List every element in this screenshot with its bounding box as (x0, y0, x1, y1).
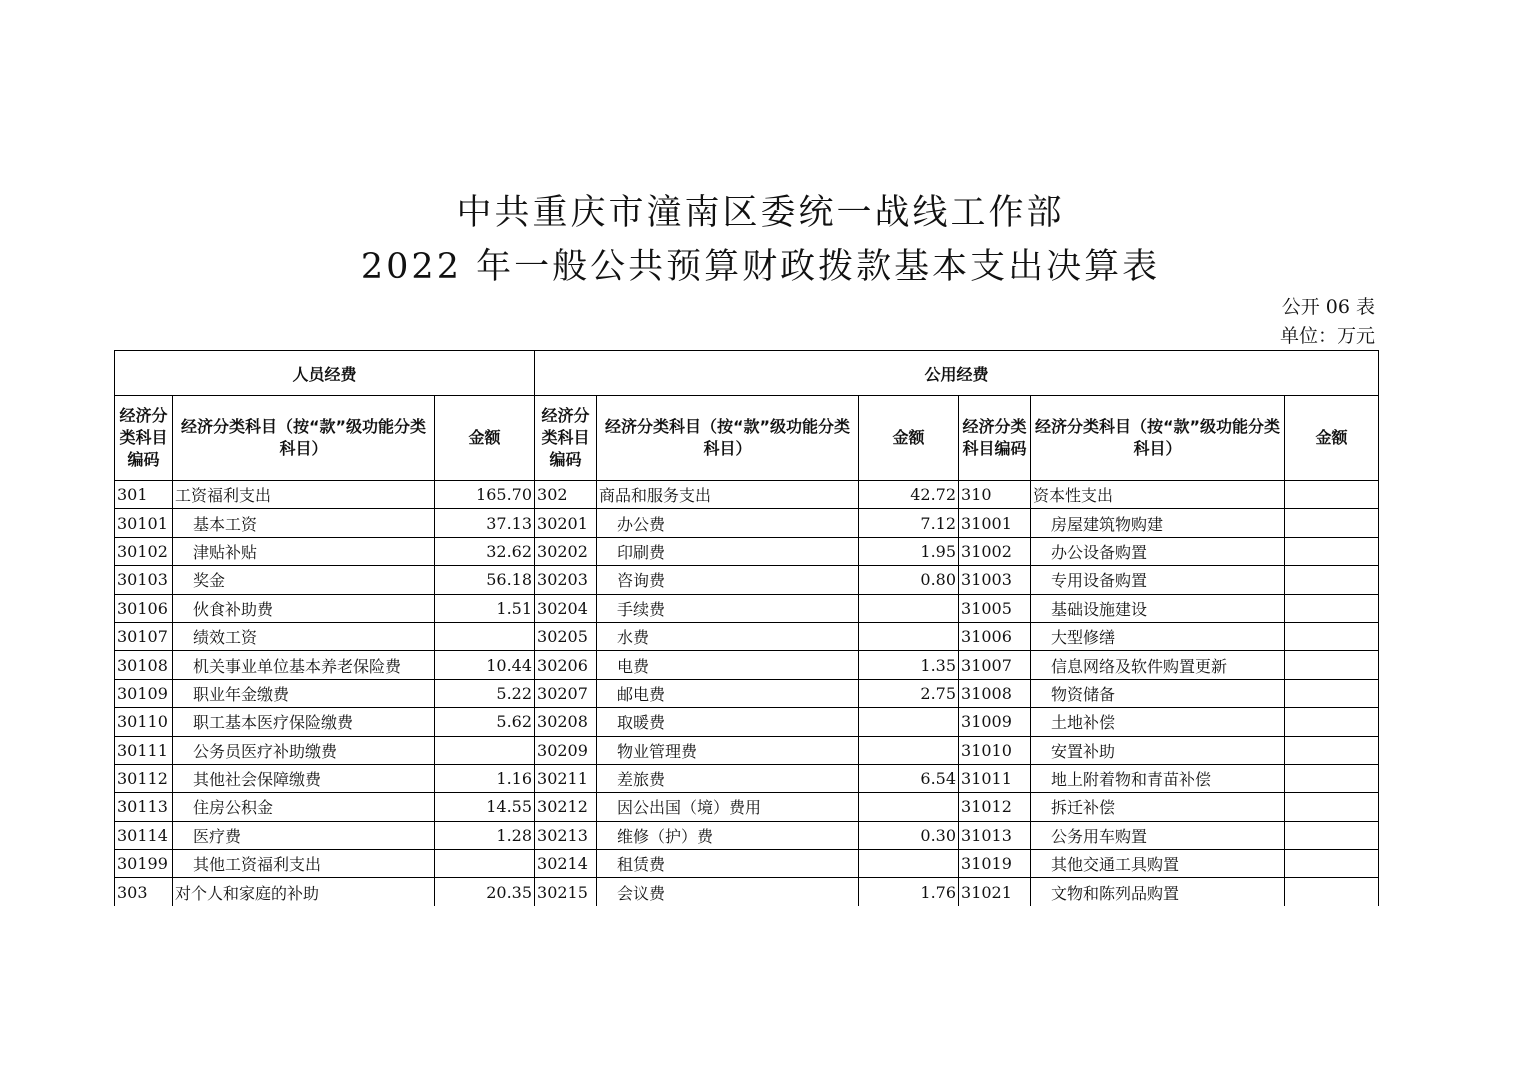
personnel-code-cell: 30113 (115, 793, 173, 821)
table-row (115, 821, 1379, 849)
public-item-cell: 商品和服务支出 (597, 481, 859, 509)
personnel-code-cell: 30101 (115, 509, 173, 537)
capital-code-cell: 31010 (959, 736, 1031, 764)
personnel-item-cell: 机关事业单位基本养老保险费 (173, 651, 435, 679)
personnel-item-cell: 其他工资福利支出 (173, 850, 435, 878)
personnel-amount-cell: 1.28 (435, 821, 535, 849)
personnel-item-cell: 职业年金缴费 (173, 679, 435, 707)
personnel-code-cell: 301 (115, 481, 173, 509)
public-code-cell: 30204 (535, 594, 597, 622)
public-item-cell: 因公出国（境）费用 (597, 793, 859, 821)
capital-amount-cell (1285, 622, 1379, 650)
personnel-code-cell: 30106 (115, 594, 173, 622)
personnel-item-cell: 住房公积金 (173, 793, 435, 821)
capital-code-cell: 31009 (959, 708, 1031, 736)
public-code-cell: 30201 (535, 509, 597, 537)
public-amount-cell (859, 622, 959, 650)
capital-item-cell: 资本性支出 (1031, 481, 1285, 509)
personnel-item-cell: 绩效工资 (173, 622, 435, 650)
personnel-amount-cell: 165.70 (435, 481, 535, 509)
capital-amount-cell (1285, 537, 1379, 565)
public-amount-cell: 7.12 (859, 509, 959, 537)
personnel-amount-cell: 37.13 (435, 509, 535, 537)
personnel-amount-cell (435, 850, 535, 878)
capital-amount-cell (1285, 651, 1379, 679)
capital-code-cell: 31001 (959, 509, 1031, 537)
capital-amount-cell (1285, 679, 1379, 707)
public-code-cell: 30212 (535, 793, 597, 821)
public-amount-cell: 1.76 (859, 878, 959, 906)
public-code-cell: 30206 (535, 651, 597, 679)
personnel-code-cell: 30199 (115, 850, 173, 878)
public-amount-cell: 0.30 (859, 821, 959, 849)
table-row (115, 793, 1379, 821)
personnel-item-cell: 公务员医疗补助缴费 (173, 736, 435, 764)
public-item-cell: 租赁费 (597, 850, 859, 878)
public-amount-cell: 0.80 (859, 566, 959, 594)
public-code-cell: 30209 (535, 736, 597, 764)
personnel-item-cell: 对个人和家庭的补助 (173, 878, 435, 906)
public-item-cell: 邮电费 (597, 679, 859, 707)
public-item-cell: 取暖费 (597, 708, 859, 736)
public-item-cell: 物业管理费 (597, 736, 859, 764)
capital-code-cell: 31013 (959, 821, 1031, 849)
capital-amount-cell (1285, 566, 1379, 594)
capital-code-cell: 31003 (959, 566, 1031, 594)
personnel-code-cell: 303 (115, 878, 173, 906)
capital-code-cell: 31002 (959, 537, 1031, 565)
table-row (115, 736, 1379, 764)
code-header: 经济分类科目编码 (535, 396, 597, 481)
personnel-amount-cell: 14.55 (435, 793, 535, 821)
personnel-amount-cell: 20.35 (435, 878, 535, 906)
personnel-amount-cell: 56.18 (435, 566, 535, 594)
personnel-item-cell: 奖金 (173, 566, 435, 594)
personnel-code-cell: 30107 (115, 622, 173, 650)
capital-amount-cell (1285, 878, 1379, 906)
public-code-cell: 30215 (535, 878, 597, 906)
public-item-cell: 差旅费 (597, 764, 859, 792)
public-item-cell: 电费 (597, 651, 859, 679)
capital-amount-cell (1285, 481, 1379, 509)
name-header: 经济分类科目（按“款”级功能分类科目） (173, 396, 435, 481)
capital-item-cell: 公务用车购置 (1031, 821, 1285, 849)
public-item-cell: 手续费 (597, 594, 859, 622)
personnel-code-cell: 30112 (115, 764, 173, 792)
capital-item-cell: 办公设备购置 (1031, 537, 1285, 565)
amount-header: 金额 (435, 396, 535, 481)
capital-amount-cell (1285, 793, 1379, 821)
table-row (115, 878, 1379, 906)
form-number: 公开 06 表 (1281, 296, 1375, 318)
capital-item-cell: 房屋建筑物购建 (1031, 509, 1285, 537)
table-row (115, 679, 1379, 707)
public-expense-header: 公用经费 (535, 351, 1379, 396)
capital-item-cell: 大型修缮 (1031, 622, 1285, 650)
capital-amount-cell (1285, 509, 1379, 537)
capital-amount-cell (1285, 594, 1379, 622)
personnel-code-cell: 30102 (115, 537, 173, 565)
capital-item-cell: 其他交通工具购置 (1031, 850, 1285, 878)
personnel-code-cell: 30109 (115, 679, 173, 707)
code-header: 经济分类科目编码 (115, 396, 173, 481)
public-code-cell: 302 (535, 481, 597, 509)
public-code-cell: 30203 (535, 566, 597, 594)
public-item-cell: 咨询费 (597, 566, 859, 594)
capital-code-cell: 31005 (959, 594, 1031, 622)
capital-code-cell: 31011 (959, 764, 1031, 792)
public-item-cell: 维修（护）费 (597, 821, 859, 849)
capital-code-cell: 31008 (959, 679, 1031, 707)
capital-item-cell: 信息网络及软件购置更新 (1031, 651, 1285, 679)
name-header: 经济分类科目（按“款”级功能分类科目） (1031, 396, 1285, 481)
personnel-item-cell: 工资福利支出 (173, 481, 435, 509)
public-item-cell: 水费 (597, 622, 859, 650)
personnel-amount-cell: 1.16 (435, 764, 535, 792)
personnel-amount-cell: 32.62 (435, 537, 535, 565)
personnel-amount-cell: 5.62 (435, 708, 535, 736)
personnel-amount-cell: 1.51 (435, 594, 535, 622)
public-code-cell: 30214 (535, 850, 597, 878)
table-row (115, 850, 1379, 878)
table-row (115, 594, 1379, 622)
table-row (115, 651, 1379, 679)
capital-amount-cell (1285, 764, 1379, 792)
capital-code-cell: 31021 (959, 878, 1031, 906)
public-code-cell: 30202 (535, 537, 597, 565)
capital-item-cell: 拆迁补偿 (1031, 793, 1285, 821)
public-amount-cell: 42.72 (859, 481, 959, 509)
personnel-item-cell: 基本工资 (173, 509, 435, 537)
public-amount-cell: 2.75 (859, 679, 959, 707)
capital-item-cell: 物资储备 (1031, 679, 1285, 707)
capital-item-cell: 土地补偿 (1031, 708, 1285, 736)
capital-code-cell: 31006 (959, 622, 1031, 650)
table-row (115, 481, 1379, 509)
capital-amount-cell (1285, 736, 1379, 764)
capital-code-cell: 31007 (959, 651, 1031, 679)
public-code-cell: 30208 (535, 708, 597, 736)
capital-item-cell: 专用设备购置 (1031, 566, 1285, 594)
personnel-code-cell: 30111 (115, 736, 173, 764)
document-subtitle: 2022 年一般公共预算财政拨款基本支出决算表 (360, 247, 1161, 287)
table-row (115, 509, 1379, 537)
personnel-item-cell: 津贴补贴 (173, 537, 435, 565)
table-row (115, 764, 1379, 792)
public-code-cell: 30205 (535, 622, 597, 650)
public-amount-cell: 1.95 (859, 537, 959, 565)
capital-item-cell: 地上附着物和青苗补偿 (1031, 764, 1285, 792)
capital-amount-cell (1285, 708, 1379, 736)
capital-item-cell: 安置补助 (1031, 736, 1285, 764)
personnel-amount-cell: 10.44 (435, 651, 535, 679)
capital-code-cell: 310 (959, 481, 1031, 509)
public-amount-cell (859, 736, 959, 764)
public-amount-cell (859, 594, 959, 622)
document-title: 中共重庆市潼南区委统一战线工作部 (456, 193, 1065, 233)
personnel-expense-header: 人员经费 (115, 351, 535, 396)
capital-code-cell: 31019 (959, 850, 1031, 878)
public-code-cell: 30207 (535, 679, 597, 707)
capital-code-cell: 31012 (959, 793, 1031, 821)
personnel-code-cell: 30114 (115, 821, 173, 849)
public-item-cell: 印刷费 (597, 537, 859, 565)
table-row (115, 622, 1379, 650)
table-body (115, 481, 1379, 907)
capital-amount-cell (1285, 821, 1379, 849)
capital-item-cell: 文物和陈列品购置 (1031, 878, 1285, 906)
personnel-item-cell: 其他社会保障缴费 (173, 764, 435, 792)
capital-item-cell: 基础设施建设 (1031, 594, 1285, 622)
personnel-code-cell: 30103 (115, 566, 173, 594)
amount-header: 金额 (859, 396, 959, 481)
table-row (115, 708, 1379, 736)
amount-header: 金额 (1285, 396, 1379, 481)
personnel-amount-cell: 5.22 (435, 679, 535, 707)
public-amount-cell: 1.35 (859, 651, 959, 679)
public-item-cell: 会议费 (597, 878, 859, 906)
public-code-cell: 30213 (535, 821, 597, 849)
unit-label: 单位：万元 (1279, 325, 1375, 347)
personnel-item-cell: 医疗费 (173, 821, 435, 849)
personnel-code-cell: 30110 (115, 708, 173, 736)
table-row (115, 537, 1379, 565)
public-code-cell: 30211 (535, 764, 597, 792)
public-amount-cell (859, 793, 959, 821)
table-row (115, 566, 1379, 594)
personnel-item-cell: 职工基本医疗保险缴费 (173, 708, 435, 736)
code-header: 经济分类科目编码 (959, 396, 1031, 481)
name-header: 经济分类科目（按“款”级功能分类科目） (597, 396, 859, 481)
public-amount-cell (859, 850, 959, 878)
public-amount-cell (859, 708, 959, 736)
personnel-item-cell: 伙食补助费 (173, 594, 435, 622)
capital-amount-cell (1285, 850, 1379, 878)
public-item-cell: 办公费 (597, 509, 859, 537)
budget-table (114, 350, 1379, 906)
public-amount-cell: 6.54 (859, 764, 959, 792)
personnel-amount-cell (435, 622, 535, 650)
personnel-amount-cell (435, 736, 535, 764)
personnel-code-cell: 30108 (115, 651, 173, 679)
